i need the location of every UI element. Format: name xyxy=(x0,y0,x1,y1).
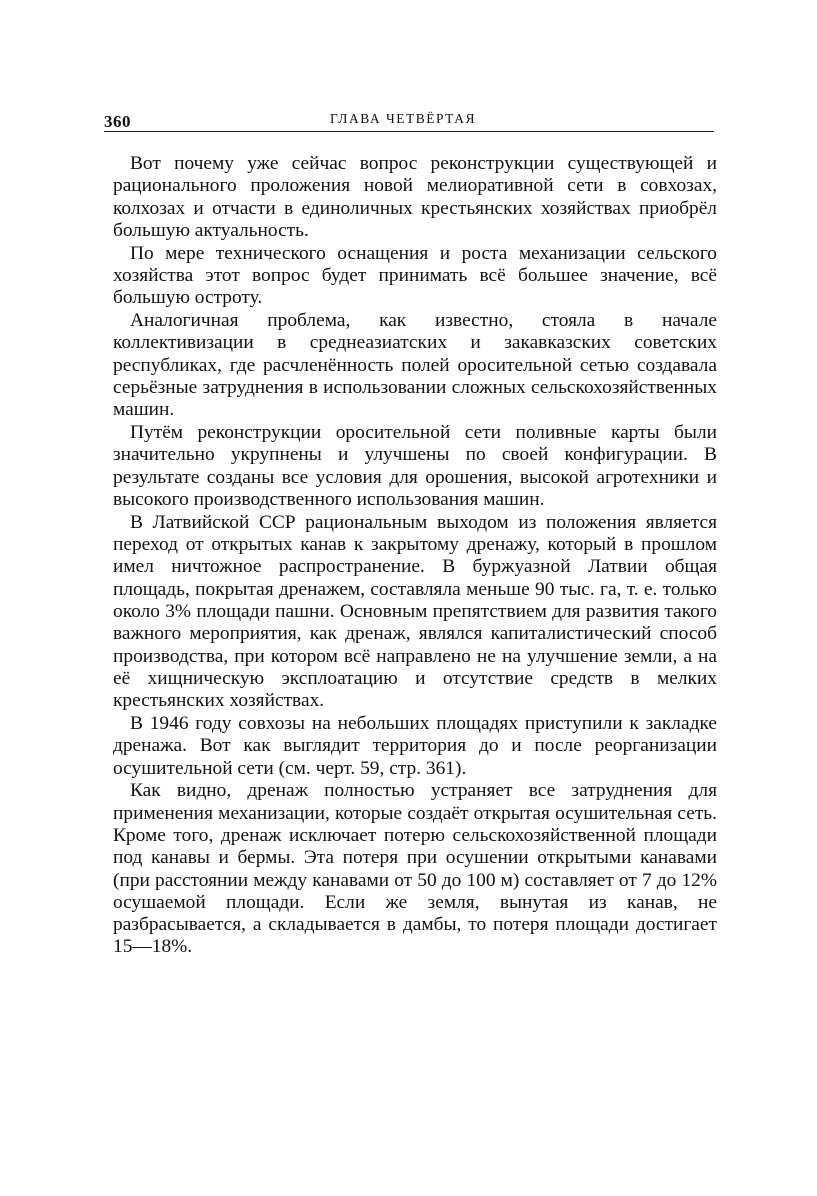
body-text xyxy=(113,153,717,959)
paragraph: В 1946 году совхозы на небольших площадях приступили к закладке дренажа. Вот как выглядит территория до и после реорганизации осушительной сети (см. черт. 59, стр. 361). xyxy=(113,712,717,779)
paragraph: Аналогичная проблема, как известно, стояла в начале коллективизации в среднеазиатских и закавказских советских республиках, где расчленённость полей оросительной сетью создавала серьёзные затруднения в использовании сложных сельскохозяйственных машин. xyxy=(113,310,717,421)
page-header xyxy=(104,104,714,132)
paragraph: Как видно, дренаж полностью устраняет все затруднения для применения механизации, которые создаёт открытая осушительная сеть. Кроме того, дренаж исключает потерю сельскохозяйственной площади под канавы и бермы. Эта потеря при осушении открытыми канавами (при расстоянии между канавами от 50 до 100 м) составляет от 7 до 12% осушаемой площади. Если же земля, вынутая из канав, не разбрасывается, а складывается в дамбы, то потеря площади достигает 15—18%. xyxy=(113,780,717,958)
header-rule xyxy=(104,131,714,132)
paragraph: Путём реконструкции оросительной сети поливные карты были значительно укрупнены и улучшены по своей конфигурации. В результате созданы все условия для орошения, высокой агротехники и высокого производственного использования машин. xyxy=(113,422,717,510)
paragraph: В Латвийской ССР рациональным выходом из положения является переход от открытых канав к закрытому дренажу, который в прошлом имел ничтожное распространение. В буржуазной Латвии общая площадь, покрытая дренажем, составляла меньше 90 тыс. га, т. е. только около 3% площади пашни. Основным препятствием для развития такого важного мероприятия, как дренаж, являлся капиталистический способ производства, при котором всё направлено не на улучшение земли, а на её хищническую эксплоатацию и отсутствие средств в мелких крестьянских хозяйствах. xyxy=(113,511,717,712)
page-number: 360 xyxy=(104,112,131,131)
running-title: ГЛАВА ЧЕТВЁРТАЯ xyxy=(330,111,476,126)
paragraph: По мере технического оснащения и роста механизации сельского хозяйства этот вопрос будет принимать всё большее значение, всё большую остроту. xyxy=(113,242,717,309)
paragraph: Вот почему уже сейчас вопрос реконструкции существующей и рационального проложения новой мелиоративной сети в совхозах, колхозах и отчасти в единоличных крестьянских хозяйствах приобрёл большую актуальность. xyxy=(113,153,717,241)
